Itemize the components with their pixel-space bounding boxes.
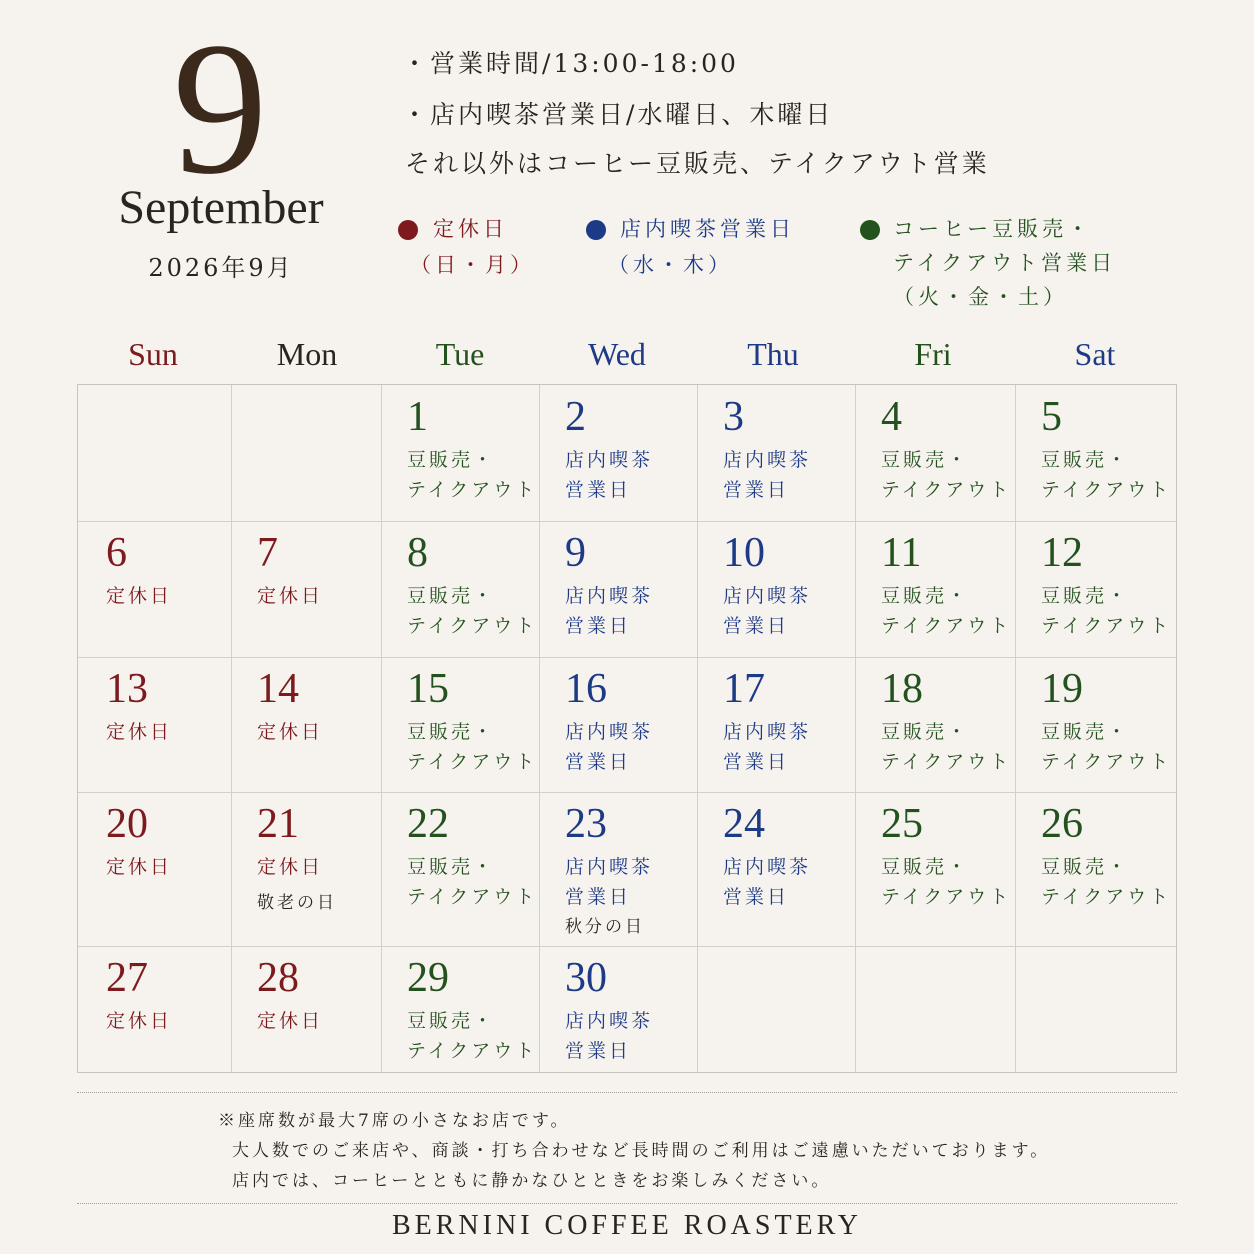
weekday-sat: Sat — [1074, 336, 1116, 372]
legend-closed-days: （日・月） — [410, 253, 535, 277]
day-number: 21 — [257, 801, 299, 847]
day-status: 定休日 — [257, 585, 324, 607]
day-number: 28 — [257, 955, 299, 1001]
blue-dot-icon — [586, 220, 606, 240]
day-status: 定休日 — [106, 585, 173, 607]
note-seats: ※座席数が最大7席の小さなお店です。 — [218, 1111, 571, 1131]
day-cell — [539, 385, 697, 521]
calendar-grid — [77, 384, 1177, 1073]
day-number: 11 — [881, 530, 922, 576]
other-days: それ以外はコーヒー豆販売、テイクアウト営業 — [405, 149, 990, 178]
day-cell — [231, 657, 381, 792]
day-number: 19 — [1041, 666, 1083, 712]
day-status: 店内喫茶 営業日 — [723, 856, 812, 908]
day-status: 豆販売・ テイクアウト — [407, 585, 538, 637]
day-status: 定休日 — [106, 1010, 173, 1032]
day-status: 豆販売・ テイクアウト — [881, 856, 1012, 908]
day-cell — [231, 946, 381, 1074]
day-status: 店内喫茶 営業日 — [565, 1010, 654, 1062]
day-cell — [1015, 792, 1177, 946]
day-cell — [539, 521, 697, 657]
day-status: 豆販売・ テイクアウト — [1041, 856, 1172, 908]
day-cell — [381, 521, 539, 657]
legend-beans-label: コーヒー豆販売・ — [893, 217, 1093, 241]
day-number: 6 — [106, 530, 127, 576]
day-cell — [855, 385, 1015, 521]
day-number: 30 — [565, 955, 607, 1001]
red-dot-icon — [398, 220, 418, 240]
day-number: 25 — [881, 801, 923, 847]
day-status: 店内喫茶 営業日 — [565, 585, 654, 637]
brand-name: BERNINI COFFEE ROASTERY — [391, 1210, 863, 1241]
day-cell — [231, 521, 381, 657]
day-number: 12 — [1041, 530, 1083, 576]
day-status: 店内喫茶 営業日 — [565, 856, 654, 908]
holiday-label: 敬老の日 — [257, 893, 337, 913]
day-cell — [697, 792, 855, 946]
day-number: 10 — [723, 530, 765, 576]
month-number: 9 — [172, 4, 268, 214]
day-cell — [697, 657, 855, 792]
legend-closed-label: 定休日 — [433, 217, 508, 241]
day-status: 店内喫茶 営業日 — [723, 449, 812, 501]
day-cell — [539, 792, 697, 946]
day-cell — [381, 385, 539, 521]
legend-cafe-days: （水・木） — [608, 253, 733, 277]
day-cell — [381, 946, 539, 1074]
day-cell — [1015, 657, 1177, 792]
day-cell — [855, 657, 1015, 792]
day-cell — [697, 385, 855, 521]
month-name: September — [118, 181, 324, 234]
day-cell — [381, 657, 539, 792]
day-number: 20 — [106, 801, 148, 847]
day-cell — [855, 792, 1015, 946]
day-cell — [855, 521, 1015, 657]
day-number: 13 — [106, 666, 148, 712]
day-number: 4 — [881, 394, 902, 440]
day-status: 店内喫茶 営業日 — [565, 449, 654, 501]
day-status: 店内喫茶 営業日 — [565, 721, 654, 773]
day-status: 豆販売・ テイクアウト — [1041, 721, 1172, 773]
day-cell — [78, 521, 231, 657]
day-status: 豆販売・ テイクアウト — [1041, 449, 1172, 501]
day-cell — [1015, 521, 1177, 657]
day-status: 定休日 — [257, 856, 324, 878]
day-number: 1 — [407, 394, 428, 440]
note-enjoy: 店内では、コーヒーとともに静かなひとときをお楽しみください。 — [232, 1171, 832, 1191]
day-number: 24 — [723, 801, 765, 847]
day-status: 定休日 — [106, 721, 173, 743]
day-status: 豆販売・ テイクアウト — [881, 449, 1012, 501]
cafe-days: ・店内喫茶営業日/水曜日、木曜日 — [402, 100, 834, 129]
divider — [77, 1092, 1177, 1093]
day-number: 18 — [881, 666, 923, 712]
weekday-thu: Thu — [747, 336, 799, 372]
legend-beans-label2: テイクアウト営業日 — [893, 251, 1117, 275]
day-number: 3 — [723, 394, 744, 440]
day-number: 7 — [257, 530, 278, 576]
legend-cafe-label: 店内喫茶営業日 — [620, 217, 795, 241]
day-number: 17 — [723, 666, 765, 712]
day-status: 豆販売・ テイクアウト — [881, 585, 1012, 637]
holiday-label: 秋分の日 — [565, 917, 645, 937]
green-dot-icon — [860, 220, 880, 240]
day-number: 14 — [257, 666, 299, 712]
day-number: 29 — [407, 955, 449, 1001]
day-number: 22 — [407, 801, 449, 847]
day-status: 定休日 — [257, 1010, 324, 1032]
weekday-sun: Sun — [128, 336, 178, 372]
day-cell — [78, 792, 231, 946]
year-month: 2026年9月 — [148, 254, 294, 282]
day-number: 15 — [407, 666, 449, 712]
day-cell — [1015, 385, 1177, 521]
day-status: 店内喫茶 営業日 — [723, 721, 812, 773]
day-number: 8 — [407, 530, 428, 576]
business-hours: ・営業時間/13:00-18:00 — [402, 49, 739, 78]
weekday-wed: Wed — [588, 336, 646, 372]
day-cell — [539, 946, 697, 1074]
day-status: 店内喫茶 営業日 — [723, 585, 812, 637]
day-status: 豆販売・ テイクアウト — [407, 721, 538, 773]
day-cell — [539, 657, 697, 792]
day-cell — [78, 946, 231, 1074]
day-status: 豆販売・ テイクアウト — [407, 449, 538, 501]
day-cell — [231, 792, 381, 946]
day-status: 定休日 — [257, 721, 324, 743]
day-status: 豆販売・ テイクアウト — [407, 856, 538, 908]
day-cell — [697, 521, 855, 657]
divider — [77, 1203, 1177, 1204]
day-number: 16 — [565, 666, 607, 712]
day-number: 27 — [106, 955, 148, 1001]
day-status: 豆販売・ テイクアウト — [407, 1010, 538, 1062]
day-number: 2 — [565, 394, 586, 440]
note-requests: 大人数でのご来店や、商談・打ち合わせなど長時間のご利用はご遠慮いただいております。 — [232, 1141, 1051, 1161]
day-cell — [78, 657, 231, 792]
day-cell — [381, 792, 539, 946]
day-status: 豆販売・ テイクアウト — [1041, 585, 1172, 637]
day-number: 23 — [565, 801, 607, 847]
day-number: 5 — [1041, 394, 1062, 440]
day-number: 9 — [565, 530, 586, 576]
weekday-tue: Tue — [435, 336, 485, 372]
legend-beans-days: （火・金・土） — [893, 285, 1068, 309]
weekday-mon: Mon — [276, 336, 338, 372]
day-number: 26 — [1041, 801, 1083, 847]
day-status: 定休日 — [106, 856, 173, 878]
weekday-fri: Fri — [914, 336, 952, 372]
day-status: 豆販売・ テイクアウト — [881, 721, 1012, 773]
